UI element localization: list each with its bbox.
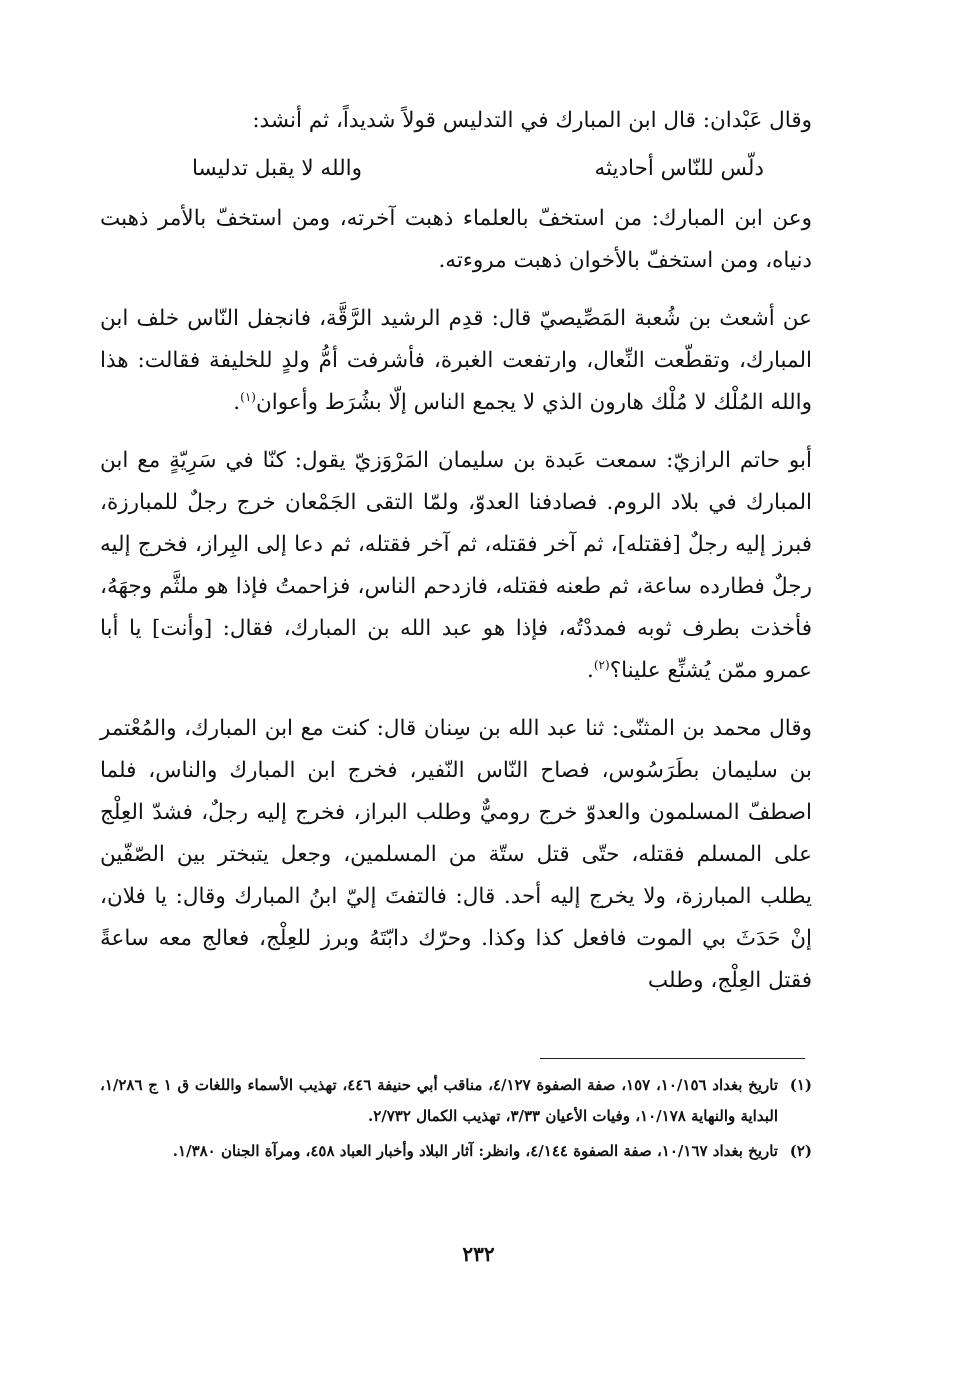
verse-second-hemistich: والله لا يقبل تدليسا bbox=[192, 156, 362, 181]
paragraph-muhammad-muthanna: وقال محمد بن المثنّى: ثنا عبد الله بن سِنان قال: كنت مع ابن المبارك، والمُعْتمر بن سليمان بطَرَسُوس، فصاح النّاس النّفير، فخرج ابن المبارك والناس، فلما اصطفّ المسلمون والعدوّ خرج روميٌّ وطلب البراز، فخرج إليه رجلٌ، فشدّ العِلْج على المسلم فقتله، حتّى قتل ستّة من المسلمين، وجعل يتبختر بين الصّفّين يطلب المبارزة، ولا يخرج إليه أحد. قال: فالتفتَ إليّ ابنُ المبارك وقال: يا فلان، إنْ حَدَثَ بي الموت فافعل كذا وكذا. وحرّك دابّتَهُ وبرز للعِلْج، فعالج معه ساعةً فقتل العِلْج، وطلب bbox=[100, 716, 812, 993]
footnote-divider bbox=[540, 1058, 805, 1059]
footnote-ref-1[interactable]: (١) bbox=[240, 389, 256, 404]
footnote-number: (١) bbox=[789, 1076, 812, 1094]
paragraph-end-mark: . bbox=[587, 658, 594, 683]
page-number: ٢٣٢ bbox=[462, 1242, 495, 1266]
footnote-text: تاريخ بغداد ١٠/١٥٦، ١٥٧، صفة الصفوة ٤/١٢٧، مناقب أبي حنيفة ٤٤٦، تهذيب الأسماء واللغات ق ١ ج ١/٢٨٦، البداية والنهاية ١٠/١٧٨، وفيات الأعيان ٣/٣٣، تهذيب الكمال ٢/٧٣٢. bbox=[100, 1076, 778, 1125]
paragraph-end-mark: . bbox=[233, 390, 241, 415]
verse-first-hemistich: دلّس للنّاس أحاديثه bbox=[594, 156, 764, 181]
paragraph-ibn-mubarak-saying: وعن ابن المبارك: من استخفّ بالعلماء ذهبت آخرته، ومن استخفّ بالأمر ذهبت دنياه، ومن استخفّ بالأخوان ذهبت مروءته. bbox=[100, 206, 812, 273]
poem-verse bbox=[100, 148, 812, 190]
paragraph-abu-hatim bbox=[100, 440, 812, 692]
footnote-number: (٢) bbox=[789, 1142, 812, 1160]
footnote-text: تاريخ بغداد ١٠/١٦٧، صفة الصفوة ٤/١٤٤، وانظر: آثار البلاد وأخبار العباد ٤٥٨، ومرآة الجنان ١/٣٨٠. bbox=[172, 1142, 778, 1160]
paragraph-abdan: وقال عَبْدان: قال ابن المبارك في التدليس قولاً شديداً، ثم أنشد: bbox=[252, 108, 812, 133]
paragraph-rashid-raqqa-text: عن أشعث بن شُعبة المَصِّيصيّ قال: قدِم الرشيد الرَّقَّة، فانجفل النّاس خلف ابن المبارك، وتقطّعت النِّعال، وارتفعت الغبرة، فأشرفت أمُّ ولدٍ للخليفة فقالت: هذا والله المُلْك لا مُلْك هارون الذي لا يجمع الناس إلّا بشُرَط وأعوان bbox=[100, 306, 812, 415]
footnote-2 bbox=[100, 1136, 812, 1167]
footnote-ref-2[interactable]: (٢) bbox=[593, 657, 610, 672]
paragraph-abu-hatim-text: أبو حاتم الرازيّ: سمعت عَبدة بن سليمان المَرْوَزيّ يقول: كنّا في سَرِيّةٍ مع ابن المبارك في بلاد الروم. فصادفنا العدوّ، ولمّا التقى الجَمْعان خرج رجلٌ للمبارزة، فبرز إليه رجلٌ [فقتله]، ثم آخر فقتله، ثم آخر فقتله، ثم دعا إلى البِراز، فخرج إليه رجلٌ فطارده ساعة، ثم طعنه فقتله، فازدحم الناس، فزاحمتُ فإذا هو ملثَّم وجهَهُ، فأخذت بطرف ثوبه فمددْتُه، فإذا هو عبد الله بن المبارك، فقال: [وأنت] يا أبا عمرو ممّن يُشنِّع علينا؟ bbox=[100, 448, 812, 683]
paragraph-rashid-raqqa bbox=[100, 298, 812, 424]
footnotes bbox=[100, 1070, 812, 1171]
main-text bbox=[100, 100, 812, 1018]
footnote-1 bbox=[100, 1070, 812, 1132]
